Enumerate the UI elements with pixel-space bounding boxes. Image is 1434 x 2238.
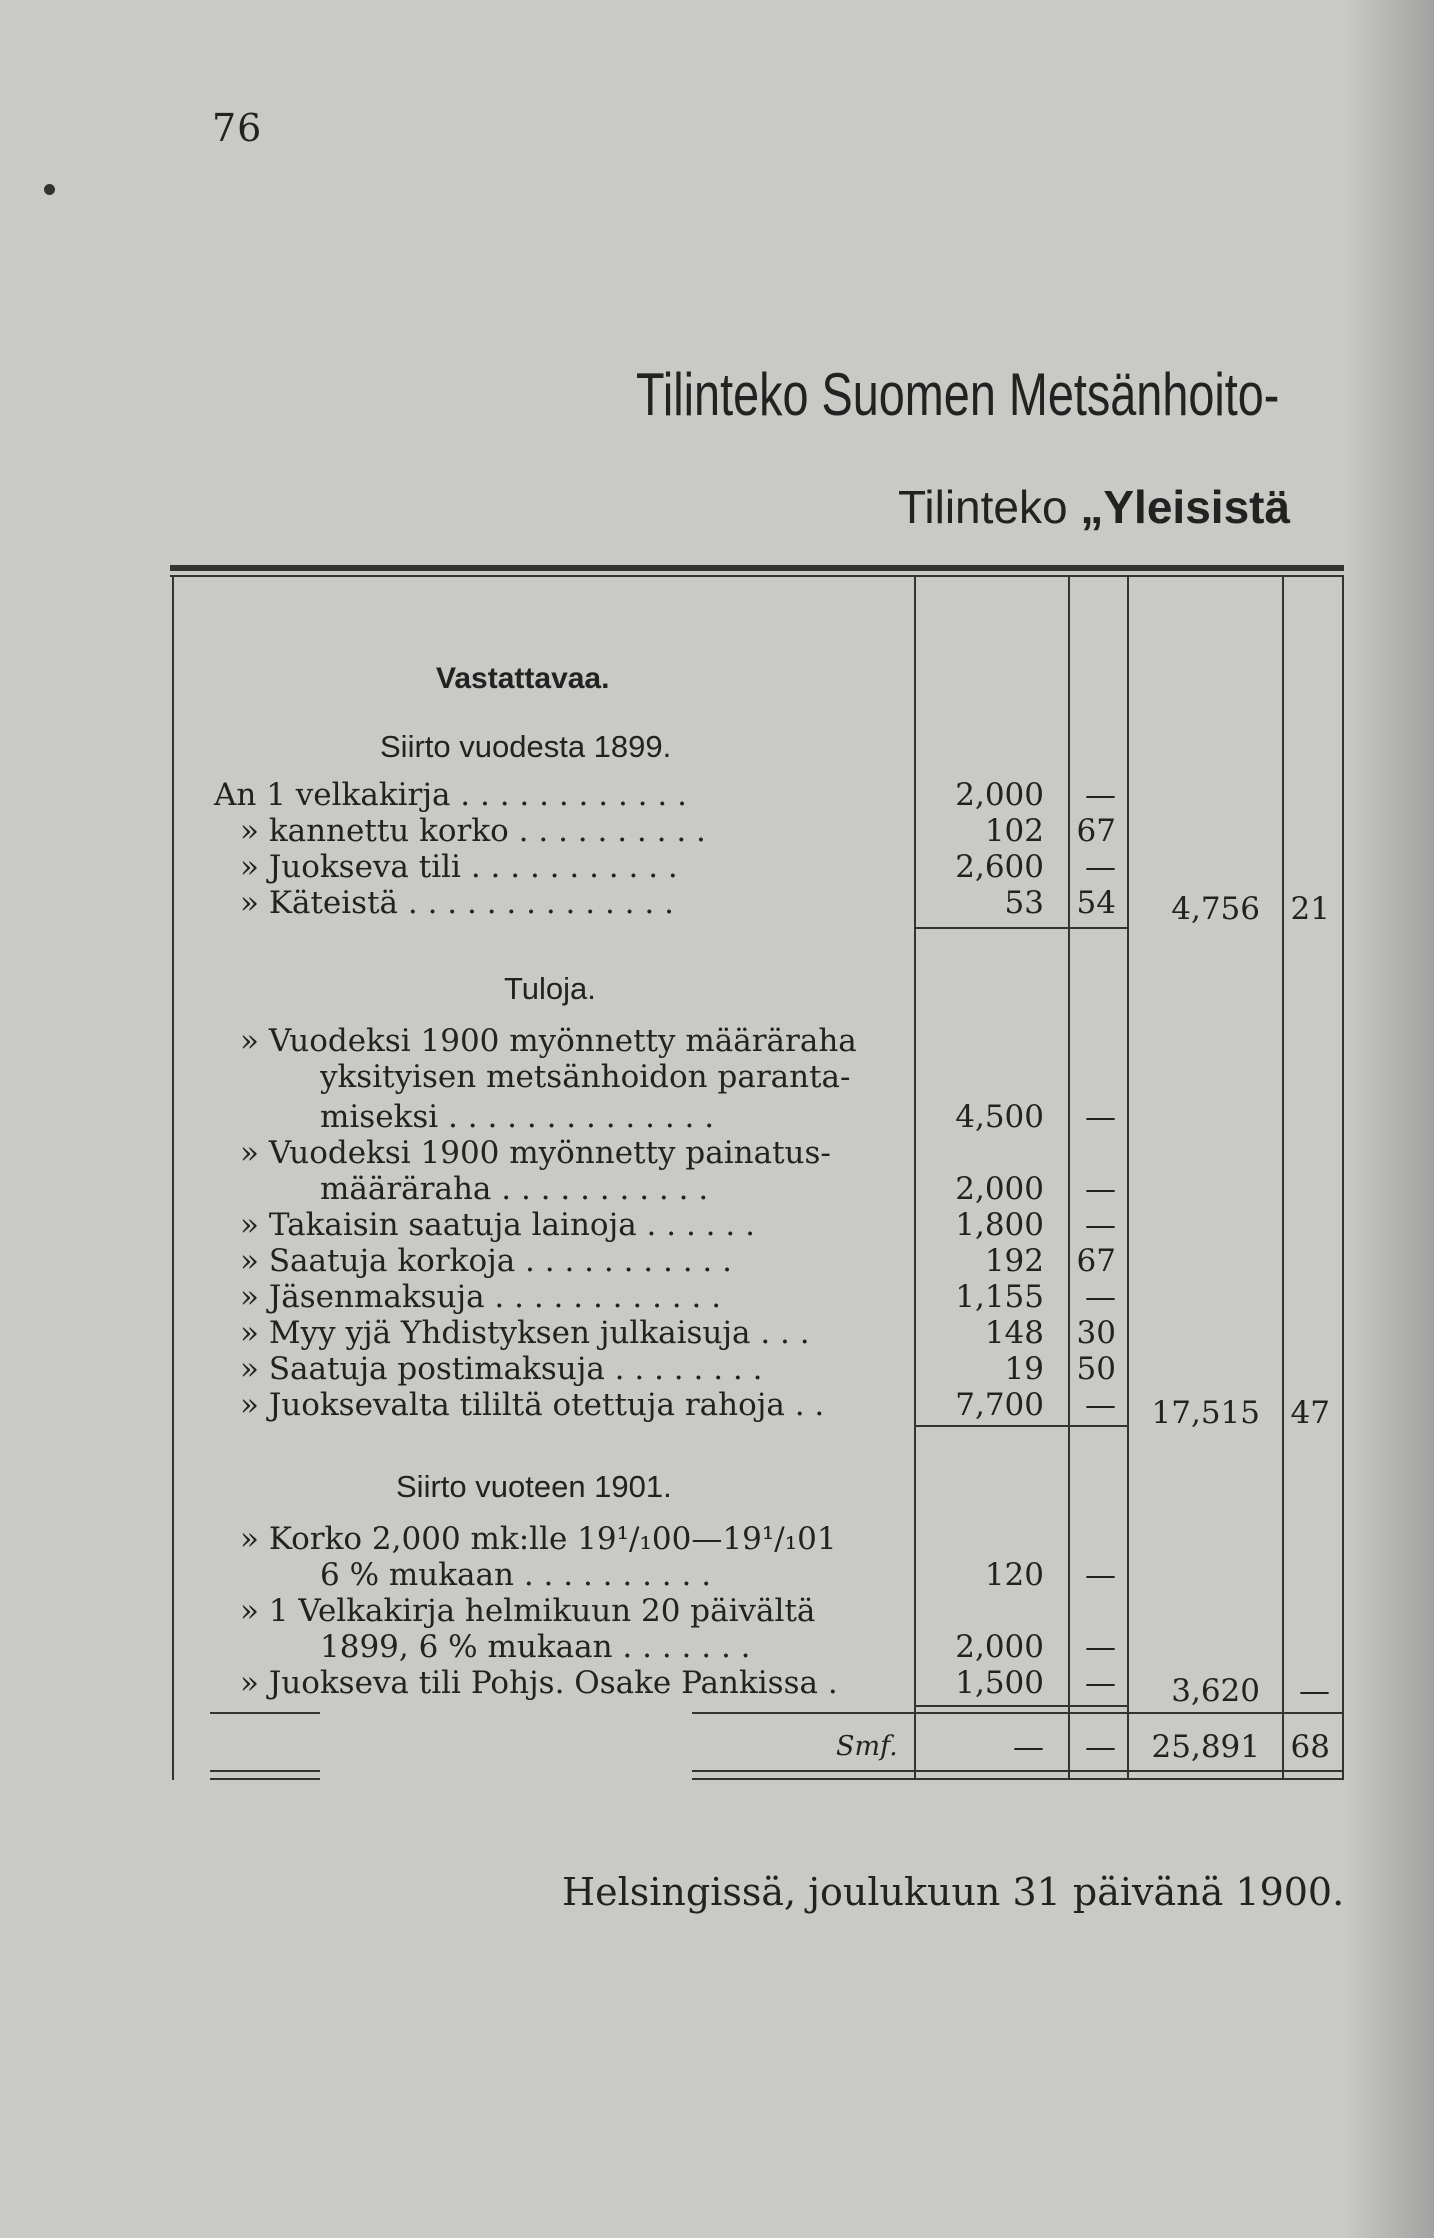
- bottom-rule-right-2: [692, 1778, 1342, 1780]
- row-label: » Jäsenmaksuja . . . . . . . . . . . .: [240, 1279, 722, 1315]
- row-pennies: 54: [1076, 885, 1116, 921]
- row-marks: 2,600: [955, 849, 1044, 885]
- col-rule-total-pennies: [1282, 575, 1284, 1780]
- row-marks: 102: [984, 813, 1044, 849]
- row-label: » Vuodeksi 1900 myönnetty painatus-: [240, 1135, 831, 1171]
- row-label: » 1 Velkakirja helmikuun 20 päivältä: [240, 1593, 816, 1629]
- row-pennies: —: [1085, 777, 1116, 813]
- page-number: 76: [212, 106, 263, 150]
- row-marks: 2,000: [955, 1629, 1044, 1665]
- right-rule: [1342, 575, 1344, 1780]
- subtitle-prefix: Tilinteko: [898, 481, 1081, 533]
- subtotal-pennies: —: [1299, 1673, 1330, 1709]
- row-marks: 2,000: [955, 1171, 1044, 1207]
- subtotal-pennies: 21: [1290, 891, 1330, 927]
- row-label: » Käteistä . . . . . . . . . . . . . .: [240, 885, 674, 921]
- row-pennies: 67: [1076, 1243, 1116, 1279]
- subtotal-marks: 4,756: [1171, 891, 1260, 927]
- section-siirto-1901: Siirto vuoteen 1901.: [396, 1469, 672, 1504]
- row-marks: 4,500: [955, 1099, 1044, 1135]
- grand-total-pennies: 68: [1290, 1729, 1330, 1765]
- row-pennies: —: [1085, 1207, 1116, 1243]
- row-label: » Takaisin saatuja lainoja . . . . . .: [240, 1207, 755, 1243]
- total-rule-right: [692, 1712, 1342, 1714]
- col-rule-total-marks: [1127, 575, 1129, 1780]
- row-marks: 19: [1004, 1351, 1044, 1387]
- row-marks: 148: [984, 1315, 1044, 1351]
- row-pennies: —: [1085, 1665, 1116, 1701]
- row-label: » Juokseva tili . . . . . . . . . . .: [240, 849, 678, 885]
- row-label: » Saatuja postimaksuja . . . . . . . .: [240, 1351, 763, 1387]
- top-rule: [170, 565, 1344, 571]
- page-title: Tilinteko Suomen Metsänhoito-: [636, 361, 1280, 428]
- row-label: yksityisen metsänhoidon paranta-: [320, 1059, 851, 1095]
- row-marks: 2,000: [955, 777, 1044, 813]
- grand-total-marks: 25,891: [1151, 1729, 1260, 1765]
- row-pennies: —: [1085, 1557, 1116, 1593]
- row-label: An 1 velkakirja . . . . . . . . . . . .: [214, 777, 687, 813]
- row-label: » Vuodeksi 1900 myönnetty määräraha: [240, 1023, 857, 1059]
- row-pennies: —: [1085, 1629, 1116, 1665]
- row-label: 1899, 6 % mukaan . . . . . . .: [320, 1629, 751, 1665]
- total-marks-col: —: [1013, 1729, 1044, 1765]
- bottom-rule-right-1: [692, 1770, 1342, 1772]
- subtitle-bold: „Yleisistä: [1080, 481, 1291, 533]
- row-marks: 120: [984, 1557, 1044, 1593]
- row-label: » Myy yjä Yhdistyksen julkaisuja . . .: [240, 1315, 810, 1351]
- subtotal-rule-1: [916, 927, 1128, 929]
- bottom-rule-left-1: [210, 1770, 320, 1772]
- subtotal-pennies: 47: [1290, 1395, 1330, 1431]
- row-pennies: —: [1085, 1279, 1116, 1315]
- row-label: » Saatuja korkoja . . . . . . . . . . .: [240, 1243, 732, 1279]
- total-label: Smf.: [836, 1731, 898, 1762]
- row-pennies: —: [1085, 1171, 1116, 1207]
- row-label: määräraha . . . . . . . . . . .: [320, 1171, 709, 1207]
- total-pennies-col: —: [1085, 1729, 1116, 1765]
- row-label: miseksi . . . . . . . . . . . . . .: [320, 1099, 715, 1135]
- row-pennies: —: [1085, 849, 1116, 885]
- total-rule-left: [210, 1712, 320, 1714]
- row-marks: 1,500: [955, 1665, 1044, 1701]
- section-vastattavaa: Vastattavaa.: [436, 662, 610, 695]
- closing-line: Helsingissä, joulukuun 31 päivänä 1900.: [562, 1870, 1345, 1914]
- row-label: » kannettu korko . . . . . . . . . .: [240, 813, 706, 849]
- section-tuloja: Tuloja.: [504, 971, 596, 1006]
- row-pennies: —: [1085, 1099, 1116, 1135]
- section-siirto-1899: Siirto vuodesta 1899.: [380, 729, 672, 764]
- row-pennies: 50: [1076, 1351, 1116, 1387]
- row-marks: 1,155: [955, 1279, 1044, 1315]
- row-marks: 7,700: [955, 1387, 1044, 1423]
- bottom-rule-left-2: [210, 1778, 320, 1780]
- left-rule: [172, 575, 174, 1780]
- col-rule-marks: [914, 575, 916, 1780]
- subtotal-rule-3: [916, 1705, 1128, 1707]
- subtotal-marks: 17,515: [1151, 1395, 1260, 1431]
- row-marks: 1,800: [955, 1207, 1044, 1243]
- col-rule-pennies: [1068, 575, 1070, 1780]
- row-label: » Juoksevalta tililtä otettuja rahoja . .: [240, 1387, 825, 1423]
- row-label: 6 % mukaan . . . . . . . . . .: [320, 1557, 712, 1593]
- row-label: » Juokseva tili Pohjs. Osake Pankissa .: [240, 1665, 838, 1701]
- top-rule-thin: [170, 575, 1344, 577]
- row-pennies: 30: [1076, 1315, 1116, 1351]
- row-pennies: —: [1085, 1387, 1116, 1423]
- row-pennies: 67: [1076, 813, 1116, 849]
- row-marks: 53: [1004, 885, 1044, 921]
- subtotal-marks: 3,620: [1171, 1673, 1260, 1709]
- row-marks: 192: [984, 1243, 1044, 1279]
- subtotal-rule-2: [916, 1425, 1128, 1427]
- row-label: » Korko 2,000 mk:lle 19¹/₁00—19¹/₁01: [240, 1521, 837, 1557]
